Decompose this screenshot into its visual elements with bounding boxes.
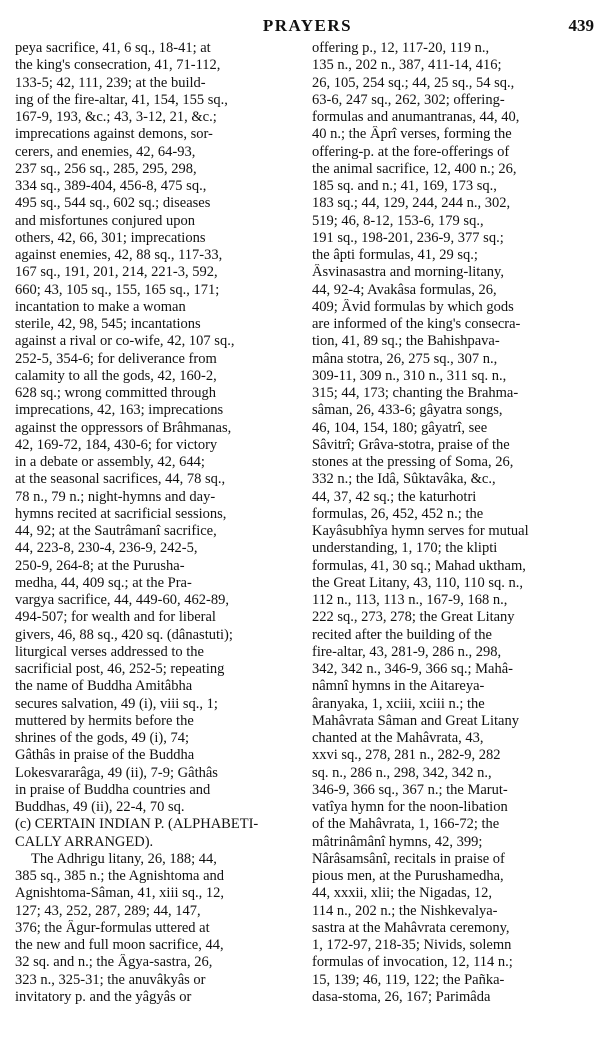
left-column-line: 44, 223-8, 230-4, 236-9, 242-5, (15, 540, 198, 557)
left-column-line: 42, 169-72, 184, 430-6; for victory (15, 436, 218, 453)
left-column-line: shrines of the gods, 49 (i), 74; (15, 730, 189, 746)
right-column-line: mâna stotra, 26, 275 sq., 307 n., (312, 350, 498, 367)
left-column-line: sacrificial post, 46, 252-5; repeating (15, 661, 225, 677)
right-column-line: 44, 37, 42 sq.; the katurhotri (312, 488, 477, 505)
right-column-line: mâtrinâmânî hymns, 42, 399; (312, 833, 483, 850)
right-column-line: 26, 105, 254 sq.; 44, 25 sq., 54 sq., (312, 74, 515, 91)
right-column-line: formulas of invocation, 12, 114 n.; (312, 954, 513, 971)
left-column-line: 323 n., 325-31; the anuvâkyâs or (15, 971, 206, 988)
left-column-line: 237 sq., 256 sq., 285, 295, 298, (15, 160, 197, 177)
right-column-line: 1, 172-97, 218-35; Nivids, solemn (312, 937, 512, 953)
page-number: 439 (568, 16, 594, 35)
right-column-line: formulas, 41, 30 sq.; Mahad uktham, (312, 557, 526, 574)
left-column-line: medha, 44, 409 sq.; at the Pra- (15, 574, 192, 591)
right-column-line: 63-6, 247 sq., 262, 302; offering- (312, 91, 505, 108)
left-column-line: The Adhrigu litany, 26, 188; 44, (31, 850, 217, 867)
right-column-line: understanding, 1, 170; the klipti (312, 540, 498, 557)
left-column-line: cerers, and enemies, 42, 64-93, (15, 143, 196, 160)
right-column-line: pious men, at the Purushamedha, (312, 868, 504, 884)
left-column-line: secures salvation, 49 (i), viii sq., 1; (15, 695, 218, 712)
right-column-line: 309-11, 309 n., 310 n., 311 sq. n., (312, 367, 507, 384)
right-column-line: nâmnî hymns in the Aitareya- (312, 678, 485, 695)
right-column-line: 519; 46, 8-12, 153-6, 179 sq., (312, 212, 484, 229)
left-column-line: against a rival or co-wife, 42, 107 sq., (15, 333, 235, 350)
left-column-line: 494-507; for wealth and for liberal (15, 609, 216, 626)
left-column-line: Buddhas, 49 (ii), 22-4, 70 sq. (15, 799, 185, 815)
right-column-line: Âsvinasastra and morning-litany, (312, 264, 504, 281)
right-column-line: 332 n.; the Idâ, Sûktavâka, &c., (312, 471, 496, 488)
right-column-line: offering-p. at the fore-offerings of (312, 143, 510, 160)
right-column-line: âranyaka, 1, xciii, xciii n.; the (312, 695, 485, 712)
left-column-line: sterile, 42, 98, 545; incantations (15, 316, 201, 332)
right-column-line: the âpti formulas, 41, 29 sq.; (312, 247, 478, 263)
right-column-line: 114 n., 202 n.; the Nishkevalya- (312, 902, 498, 919)
right-column-line: Kayâsubhîya hymn serves for mutual (312, 523, 529, 539)
right-column-line: 346-9, 366 sq., 367 n.; the Marut- (312, 781, 508, 798)
right-column-line: 409; Âvid formulas by which gods (312, 298, 514, 315)
left-column-line: muttered by hermits before the (15, 712, 194, 729)
right-column-line: offering p., 12, 117-20, 119 n., (312, 40, 490, 56)
right-column-line: 15, 139; 46, 119, 122; the Pañka- (312, 971, 505, 988)
left-column-line: Gâthâs in praise of the Buddha (15, 747, 195, 764)
left-column-line: in a debate or assembly, 42, 644; (15, 454, 205, 470)
left-column-line: the name of Buddha Amitâbha (15, 678, 193, 695)
left-column-line: (c) CERTAIN INDIAN P. (ALPHABETI- (15, 816, 259, 833)
left-column-line: calamity to all the gods, 42, 160-2, (15, 367, 217, 384)
right-column-line: sâman, 26, 433-6; gâyatra songs, (312, 402, 503, 419)
left-column-line: others, 42, 66, 301; imprecations (15, 229, 206, 246)
right-column-line: sastra at the Mahâvrata ceremony, (312, 919, 510, 936)
left-column-line: liturgical verses addressed to the (15, 643, 204, 660)
page-header (15, 12, 600, 40)
left-column-line: 167 sq., 191, 201, 214, 221-3, 592, (15, 264, 218, 281)
left-column-line: against enemies, 42, 88 sq., 117-33, (15, 247, 223, 263)
left-column-line: givers, 46, 88 sq., 420 sq. (dânastuti); (15, 626, 233, 643)
right-column-line: 183 sq.; 44, 129, 244, 244 n., 302, (312, 195, 511, 212)
left-column-line: imprecations, 42, 163; imprecations (15, 402, 224, 419)
right-column-line: formulas, 26, 452, 452 n.; the (312, 505, 484, 522)
left-column-line: and misfortunes conjured upon (15, 212, 196, 229)
left-column-line: 127; 43, 252, 287, 289; 44, 147, (15, 902, 201, 919)
left-column-line: 252-5, 354-6; for deliverance from (15, 350, 217, 367)
left-column-line: 133-5; 42, 111, 239; at the build- (15, 74, 206, 91)
right-column-line: 40 n.; the Âprî verses, forming the (312, 126, 512, 143)
right-column-line: chanted at the Mahâvrata, 43, (312, 730, 484, 746)
right-column-line: recited after the building of the (312, 626, 492, 643)
right-column-line: sq. n., 286 n., 298, 342, 342 n., (312, 764, 492, 781)
left-column-line: 167-9, 193, &c.; 43, 3-12, 21, &c.; (15, 109, 217, 125)
left-column-line: 334 sq., 389-404, 456-8, 475 sq., (15, 178, 207, 194)
left-column-line: against the oppressors of Brâhmanas, (15, 419, 232, 436)
left-column-line: hymns recited at sacrificial sessions, (15, 505, 227, 522)
right-column-line: Nârâsamsânî, recitals in praise of (312, 850, 505, 867)
right-column-line: 315; 44, 173; chanting the Brahma- (312, 385, 519, 401)
left-column-line: in praise of Buddha countries and (15, 781, 211, 798)
left-column-line: Lokesvararâga, 49 (ii), 7-9; Gâthâs (15, 764, 218, 781)
left-column-line: 32 sq. and n.; the Âgya-sastra, 26, (15, 954, 213, 971)
left-column-line: 385 sq., 385 n.; the Agnishtoma and (15, 868, 225, 884)
left-column-line: at the seasonal sacrifices, 44, 78 sq., (15, 471, 226, 488)
right-column-line: 222 sq., 273, 278; the Great Litany (312, 609, 515, 626)
right-column-line: 191 sq., 198-201, 236-9, 377 sq.; (312, 229, 504, 246)
right-column-line: the Great Litany, 43, 110, 110 sq. n., (312, 574, 524, 591)
right-column-line: tion, 41, 89 sq.; the Bahishpava- (312, 333, 500, 350)
right-column-line: vatîya hymn for the noon-libation (312, 799, 508, 815)
left-column-line: CALLY ARRANGED). (15, 833, 154, 850)
right-column-line: the animal sacrifice, 12, 400 n.; 26, (312, 160, 517, 177)
right-column-line: 44, 92-4; Avakâsa formulas, 26, (312, 281, 497, 298)
index-columns (15, 40, 600, 1006)
left-column-line: invitatory p. and the yâgyâs or (15, 988, 192, 1005)
left-column-line: 78 n., 79 n.; night-hymns and day- (15, 488, 216, 505)
right-column-line: stones at the pressing of Soma, 26, (312, 454, 514, 470)
left-column-line: peya sacrifice, 41, 6 sq., 18-41; at (15, 40, 211, 56)
right-column-line: dasa-stoma, 26, 167; Parimâda (312, 988, 491, 1005)
left-column-line: 44, 92; at the Sautrâmanî sacrifice, (15, 523, 217, 539)
right-column-line: fire-altar, 43, 281-9, 286 n., 298, (312, 643, 502, 660)
right-column-line: 135 n., 202 n., 387, 411-14, 416; (312, 57, 502, 74)
right-column-line: 342, 342 n., 346-9, 366 sq.; Mahâ- (312, 661, 513, 677)
right-column-line: xxvi sq., 278, 281 n., 282-9, 282 (312, 747, 501, 764)
right-column-line: formulas and anumantranas, 44, 40, (312, 109, 520, 125)
left-column-line: 495 sq., 544 sq., 602 sq.; diseases (15, 195, 211, 212)
left-column-line: ing of the fire-altar, 41, 154, 155 sq., (15, 91, 228, 108)
left-column-line: vargya sacrifice, 44, 449-60, 462-89, (15, 592, 229, 608)
left-column-line: 250-9, 264-8; at the Purusha- (15, 557, 185, 574)
right-column-line: of the Mahâvrata, 1, 166-72; the (312, 816, 500, 833)
right-column-line: 185 sq. and n.; 41, 169, 173 sq., (312, 178, 497, 194)
right-column-line: Mahâvrata Sâman and Great Litany (312, 712, 519, 729)
left-column-line: 628 sq.; wrong committed through (15, 385, 216, 401)
right-column (312, 40, 600, 1006)
left-column-line: 660; 43, 105 sq., 155, 165 sq., 171; (15, 281, 220, 298)
left-column-line: 376; the Âgur-formulas uttered at (15, 919, 210, 936)
left-column-line: imprecations against demons, sor- (15, 126, 213, 143)
running-head: PRAYERS (262, 16, 353, 35)
left-column (15, 40, 303, 1006)
right-column-line: 44, xxxii, xlii; the Nigadas, 12, (312, 885, 493, 902)
right-column-line: 112 n., 113, 113 n., 167-9, 168 n., (312, 592, 508, 608)
left-column-line: incantation to make a woman (15, 298, 186, 315)
left-column-line: Agnishtoma-Sâman, 41, xiii sq., 12, (15, 885, 225, 902)
left-column-line: the king's consecration, 41, 71-112, (15, 57, 221, 74)
left-column-line: the new and full moon sacrifice, 44, (15, 937, 224, 953)
right-column-line: 46, 104, 154, 180; gâyatrî, see (312, 419, 488, 436)
right-column-line: Sâvitrî; Grâva-stotra, praise of the (312, 436, 510, 453)
right-column-line: are informed of the king's consecra- (312, 316, 521, 332)
